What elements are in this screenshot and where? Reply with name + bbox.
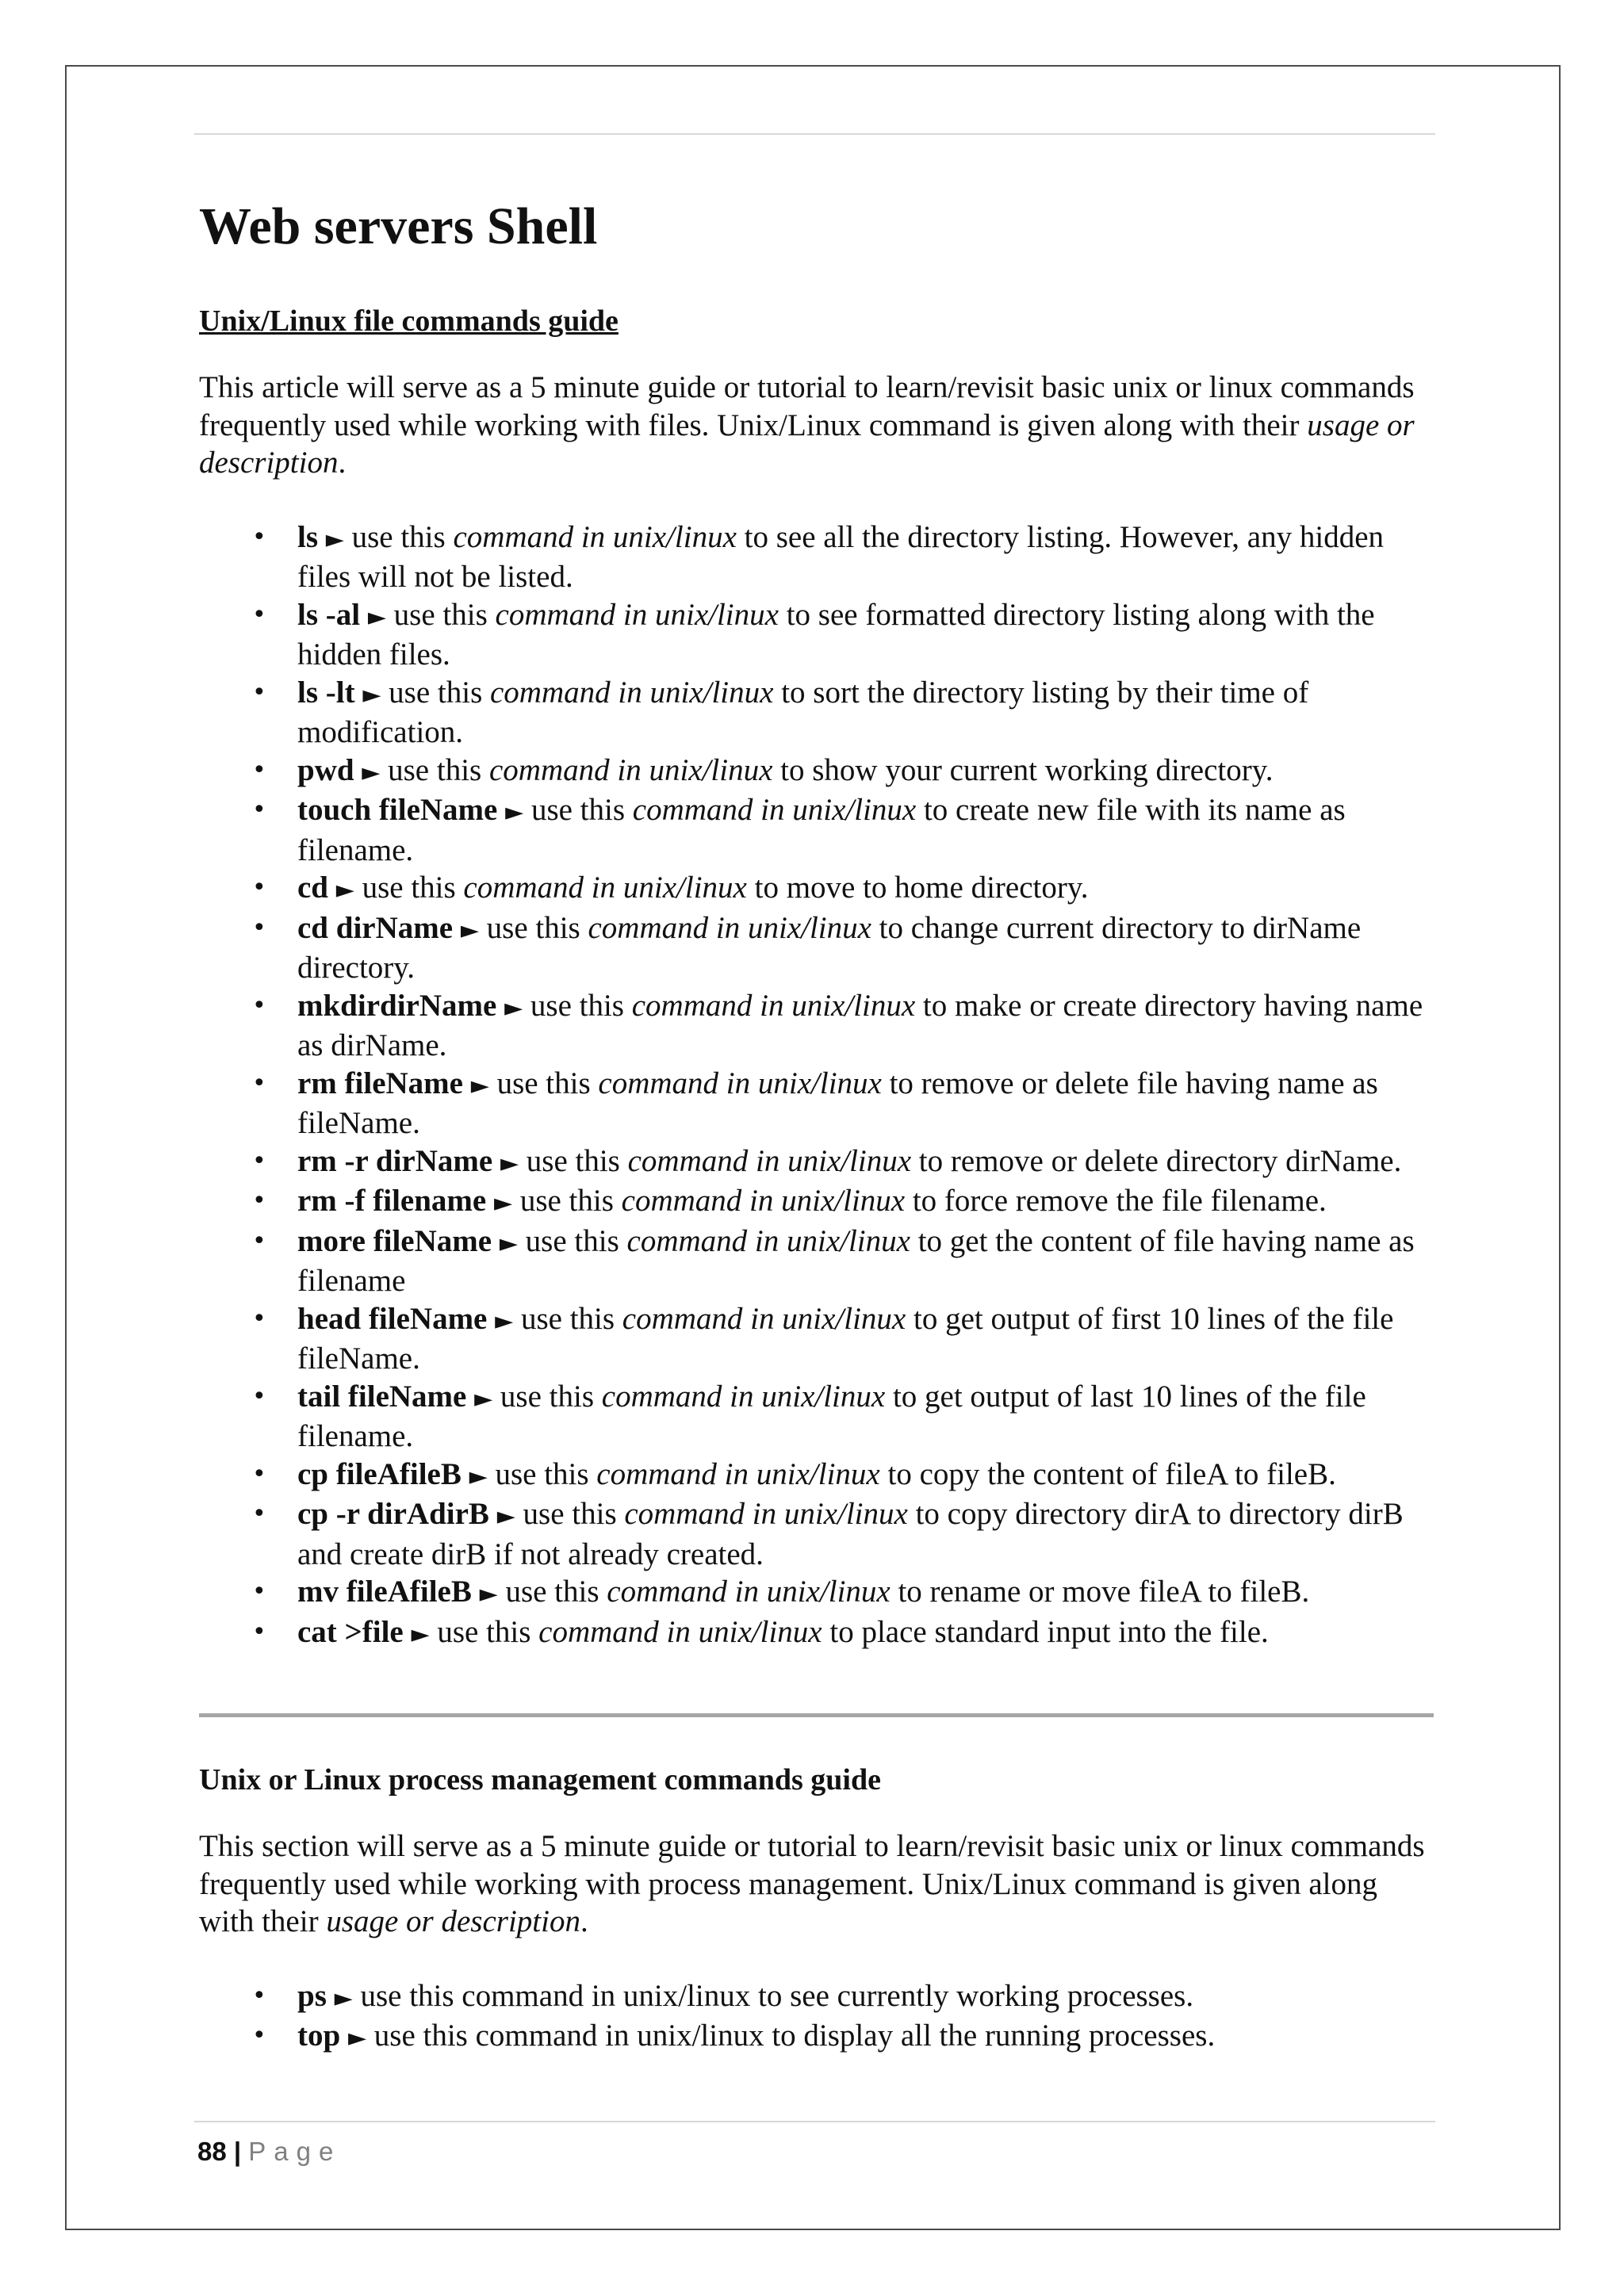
description-emphasis: command in unix/linux <box>607 1575 891 1609</box>
description-text: to remove or delete directory dirName. <box>911 1143 1402 1178</box>
description-text: use this <box>523 988 632 1023</box>
list-item <box>297 1977 1436 2018</box>
description-text: use this <box>512 1184 622 1218</box>
list-item <box>297 1613 1436 1654</box>
description-text: to make or create directory having name as dirName. <box>297 988 1423 1062</box>
list-item <box>297 1378 1436 1456</box>
description-emphasis: command in unix/linux <box>632 793 917 827</box>
description-text: use this <box>343 519 454 554</box>
command-name: ps <box>297 1978 327 2013</box>
arrow-icon: ► <box>460 916 479 944</box>
intro-emphasis: usage or description <box>199 408 1415 480</box>
arrow-icon: ► <box>362 758 381 786</box>
command-name: cp -r dirAdirB <box>297 1497 489 1531</box>
list-item <box>297 2017 1436 2057</box>
page-footer <box>197 2136 341 2168</box>
process-commands-heading: Unix or Linux process management commands guide <box>199 1763 881 1797</box>
command-name: tail fileName <box>297 1379 467 1414</box>
arrow-icon: ► <box>495 1307 514 1335</box>
arrow-icon: ► <box>367 603 386 631</box>
description-text: use this <box>492 1379 602 1414</box>
description-text: to see all the directory listing. However, any hidden files will not be listed. <box>297 519 1384 594</box>
description-text: use this <box>487 1456 597 1491</box>
list-item <box>297 909 1436 987</box>
description-emphasis: command in unix/linux <box>601 1379 886 1414</box>
list-item <box>297 1065 1436 1142</box>
description-text: use this <box>385 597 496 632</box>
process-commands-list <box>199 1977 1436 2057</box>
page-number: 88 <box>197 2137 227 2166</box>
list-item <box>297 1495 1436 1573</box>
description-text: use this command in unix/linux to see currently working processes. <box>352 1978 1194 2013</box>
file-commands-intro <box>199 369 1436 482</box>
footer-rule <box>194 2121 1435 2122</box>
description-text: use this <box>497 1575 607 1609</box>
arrow-icon: ► <box>505 798 524 826</box>
description-text: use this <box>381 675 490 710</box>
intro-period: . <box>338 446 347 480</box>
list-item <box>297 674 1436 752</box>
command-name: touch fileName <box>297 793 498 827</box>
command-name: rm -f filename <box>297 1184 487 1218</box>
arrow-icon: ► <box>325 525 344 553</box>
description-text: to force remove the file filename. <box>905 1184 1327 1218</box>
command-name: ls <box>297 519 319 554</box>
description-text: use this <box>517 1223 627 1258</box>
command-name: mv fileAfileB <box>297 1575 472 1609</box>
description-emphasis: command in unix/linux <box>495 597 779 632</box>
description-text: to sort the directory listing by their time of modification. <box>297 675 1309 749</box>
description-text: use this <box>519 1143 628 1178</box>
arrow-icon: ► <box>499 1229 518 1257</box>
arrow-icon: ► <box>504 993 523 1022</box>
intro-period: . <box>580 1904 588 1938</box>
command-name: cd dirName <box>297 910 454 945</box>
description-text: to see formatted directory listing along with the hidden files. <box>297 597 1375 672</box>
arrow-icon: ► <box>479 1580 498 1608</box>
arrow-icon: ► <box>500 1149 519 1177</box>
description-emphasis: command in unix/linux <box>538 1614 822 1649</box>
arrow-icon: ► <box>347 2024 367 2052</box>
list-item <box>297 1142 1436 1183</box>
description-text: to move to home directory. <box>746 871 1089 905</box>
command-name: head fileName <box>297 1301 488 1336</box>
list-item <box>297 1456 1436 1496</box>
description-text: to remove or delete file having name as fileName. <box>297 1066 1378 1140</box>
command-name: cat >file <box>297 1614 404 1649</box>
page-content <box>199 195 1436 2057</box>
file-commands-list <box>199 519 1436 1654</box>
description-emphasis: command in unix/linux <box>621 1184 906 1218</box>
list-item <box>297 1223 1436 1300</box>
arrow-icon: ► <box>496 1502 515 1530</box>
arrow-icon: ► <box>493 1189 513 1217</box>
description-text: to get the content of file having name as filename <box>297 1223 1415 1298</box>
command-name: top <box>297 2019 341 2053</box>
arrow-icon: ► <box>411 1620 430 1648</box>
command-name: pwd <box>297 752 354 787</box>
list-item <box>297 791 1436 869</box>
arrow-icon: ► <box>335 876 354 904</box>
description-emphasis: command in unix/linux <box>624 1497 908 1531</box>
description-text: use this <box>429 1614 539 1649</box>
command-name: mkdirdirName <box>297 988 497 1023</box>
list-item <box>297 519 1436 596</box>
arrow-icon: ► <box>474 1384 493 1413</box>
list-item <box>297 869 1436 909</box>
arrow-icon: ► <box>470 1071 489 1100</box>
description-text: to place standard input into the file. <box>822 1614 1269 1649</box>
process-commands-intro <box>199 1827 1436 1941</box>
file-commands-heading: Unix/Linux file commands guide <box>199 304 619 338</box>
command-name: ls -lt <box>297 675 355 710</box>
page-title: Web servers Shell <box>199 197 598 255</box>
description-emphasis: command in unix/linux <box>490 675 774 710</box>
description-text: to create new file with its name as filename. <box>297 793 1346 867</box>
list-item <box>297 1573 1436 1613</box>
description-text: to get output of last 10 lines of the file filename. <box>297 1379 1366 1453</box>
description-emphasis: command in unix/linux <box>627 1143 912 1178</box>
description-text: use this <box>513 1301 622 1336</box>
command-name: rm fileName <box>297 1066 463 1100</box>
description-emphasis: command in unix/linux <box>622 1301 906 1336</box>
command-name: cd <box>297 871 328 905</box>
description-text: to rename or move fileA to fileB. <box>890 1575 1310 1609</box>
command-name: more fileName <box>297 1223 492 1258</box>
list-item <box>297 1182 1436 1223</box>
intro-text: This section will serve as a 5 minute guide or tutorial to learn/revisit basic unix or linux commands frequently used while working with process management. Unix/Linux command is given along with their <box>199 1829 1425 1938</box>
list-item <box>297 596 1436 674</box>
description-text: to show your current working directory. <box>772 752 1274 787</box>
description-emphasis: command in unix/linux <box>598 1066 882 1100</box>
description-emphasis: command in unix/linux <box>488 752 773 787</box>
description-text: use this <box>488 1066 599 1100</box>
footer-separator: | <box>233 2137 242 2166</box>
description-text: use this <box>515 1497 625 1531</box>
list-item <box>297 987 1436 1065</box>
description-emphasis: command in unix/linux <box>463 871 747 905</box>
description-emphasis: command in unix/linux <box>588 910 871 945</box>
description-emphasis: command in unix/linux <box>596 1456 880 1491</box>
page-label: Page <box>248 2137 342 2166</box>
command-name: rm -r dirName <box>297 1143 493 1178</box>
description-text: to copy the content of fileA to fileB. <box>879 1456 1336 1491</box>
list-item <box>297 752 1436 792</box>
description-text: use this <box>380 752 489 787</box>
arrow-icon: ► <box>362 680 381 709</box>
description-emphasis: command in unix/linux <box>631 988 916 1023</box>
list-item <box>297 1300 1436 1378</box>
section-divider <box>199 1713 1434 1717</box>
description-emphasis: command in unix/linux <box>453 519 737 554</box>
command-name: ls -al <box>297 597 361 632</box>
command-name: cp fileAfileB <box>297 1456 462 1491</box>
description-text: use this <box>354 871 464 905</box>
intro-text: This article will serve as a 5 minute guide or tutorial to learn/revisit basic unix or linux commands frequently used while working with files. Unix/Linux command is given along with their <box>199 370 1415 442</box>
description-text: to get output of first 10 lines of the file fileName. <box>297 1301 1394 1376</box>
description-text: to change current directory to dirName directory. <box>297 910 1362 985</box>
arrow-icon: ► <box>469 1462 488 1490</box>
description-emphasis: command in unix/linux <box>626 1223 910 1258</box>
description-text: use this <box>478 910 588 945</box>
arrow-icon: ► <box>334 1984 353 2012</box>
description-text: use this <box>523 793 633 827</box>
intro-emphasis: usage or description <box>326 1904 580 1938</box>
description-text: use this command in unix/linux to display all the running processes. <box>366 2019 1216 2053</box>
description-text: to copy directory dirA to directory dirB and create dirB if not already created. <box>297 1497 1404 1571</box>
header-rule <box>194 133 1435 135</box>
